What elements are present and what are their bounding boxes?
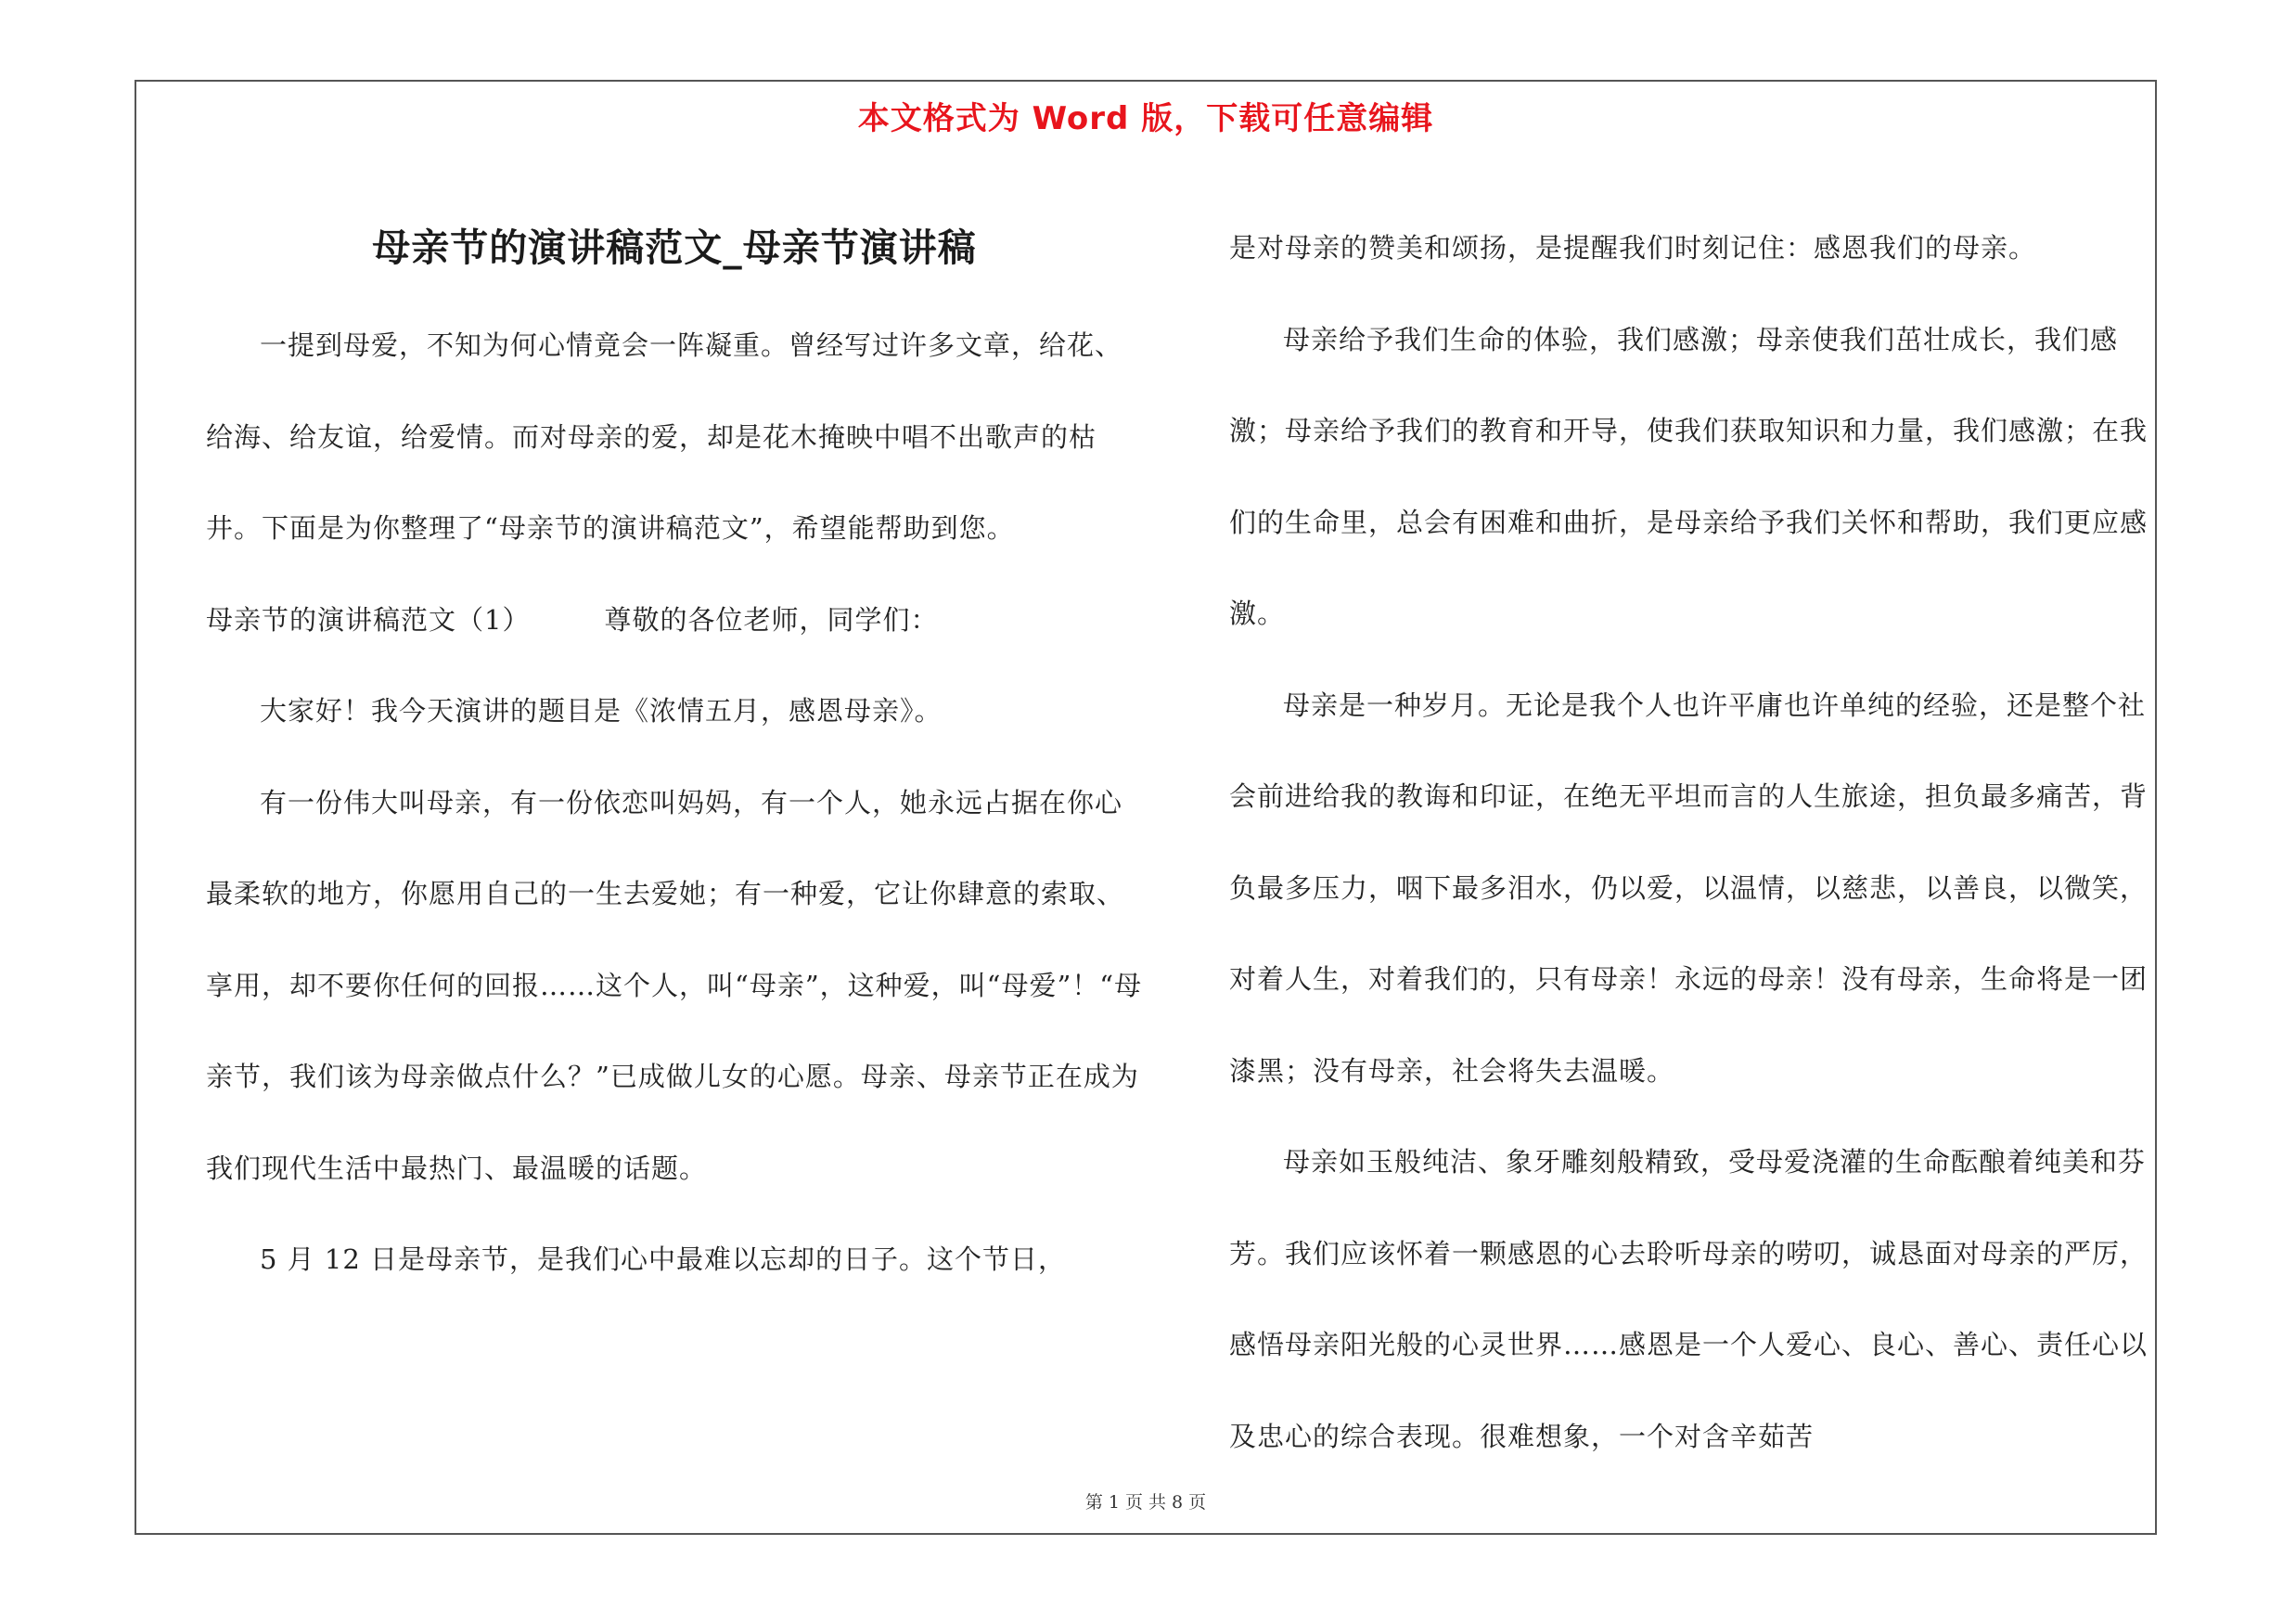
word-format-banner: 本文格式为 Word 版，下载可任意编辑 (857, 100, 1434, 137)
section-subheading: 母亲节的演讲稿范文（1） (206, 603, 531, 636)
document-title: 母亲节的演讲稿范文_母亲节演讲稿 (372, 225, 977, 270)
paragraph-greeting: 大家好！我今天演讲的题目是《浓情五月，感恩母亲》。 (260, 695, 943, 727)
paragraph-mother-love: 有一份伟大叫母亲，有一份依恋叫妈妈，有一个人，她永远占据在你心最柔软的地方，你愿用自己的一生去爱她；有一种爱，它让你肆意的索取、享用，却不要你任何的回报……这个人，叫“母亲”，这种爱，叫“母爱”！“母亲节，我们该为母亲做点什么？”已成做儿女的心愿。母亲、母亲节正在成为我们现代生活中最热门、最温暖的话题。 (206, 786, 1143, 1184)
salutation: 尊敬的各位老师，同学们： (604, 603, 939, 636)
document-page (135, 80, 2157, 1535)
paragraph-continuation: 是对母亲的赞美和颂扬，是提醒我们时刻记住：感恩我们的母亲。 (1229, 232, 2037, 264)
paragraph-intro: 一提到母爱，不知为何心情竟会一阵凝重。曾经写过许多文章，给花、给海、给友谊，给爱情。而对母亲的爱，却是花木掩映中唱不出歌声的枯井。下面是为你整理了“母亲节的演讲稿范文”，希望能帮助到您。 (206, 329, 1123, 544)
paragraph-years: 母亲是一种岁月。无论是我个人也许平庸也许单纯的经验，还是整个社会前进给我的教诲和印证，在绝无平坦而言的人生旅途，担负最多痛苦，背负最多压力，咽下最多泪水，仍以爱，以温情，以慈悲，以善良，以微笑，对着人生，对着我们的，只有母亲！永远的母亲！没有母亲，生命将是一团漆黑；没有母亲，社会将失去温暖。 (1229, 689, 2148, 1087)
page-number-footer: 第 1 页 共 8 页 (1084, 1492, 1207, 1513)
subheading-line (206, 574, 1143, 666)
paragraph-jade: 母亲如玉般纯洁、象牙雕刻般精致，受母爱浇灌的生命酝酿着纯美和芬芳。我们应该怀着一颗感恩的心去聆听母亲的唠叨，诚恳面对母亲的严厉，感悟母亲阳光般的心灵世界……感恩是一个人爱心、良心、善心、责任心以及忠心的综合表现。很难想象，一个对含辛茹苦 (1229, 1146, 2148, 1452)
right-column (1229, 202, 2148, 1482)
left-column (206, 300, 1143, 1306)
paragraph-gratitude: 母亲给予我们生命的体验，我们感激；母亲使我们茁壮成长，我们感激；母亲给予我们的教育和开导，使我们获取知识和力量，我们感激；在我们的生命里，总会有困难和曲折，是母亲给予我们关怀和帮助，我们更应感激。 (1229, 323, 2148, 629)
paragraph-may-12: 5 月 12 日是母亲节，是我们心中最难以忘却的日子。这个节日， (260, 1243, 1067, 1275)
